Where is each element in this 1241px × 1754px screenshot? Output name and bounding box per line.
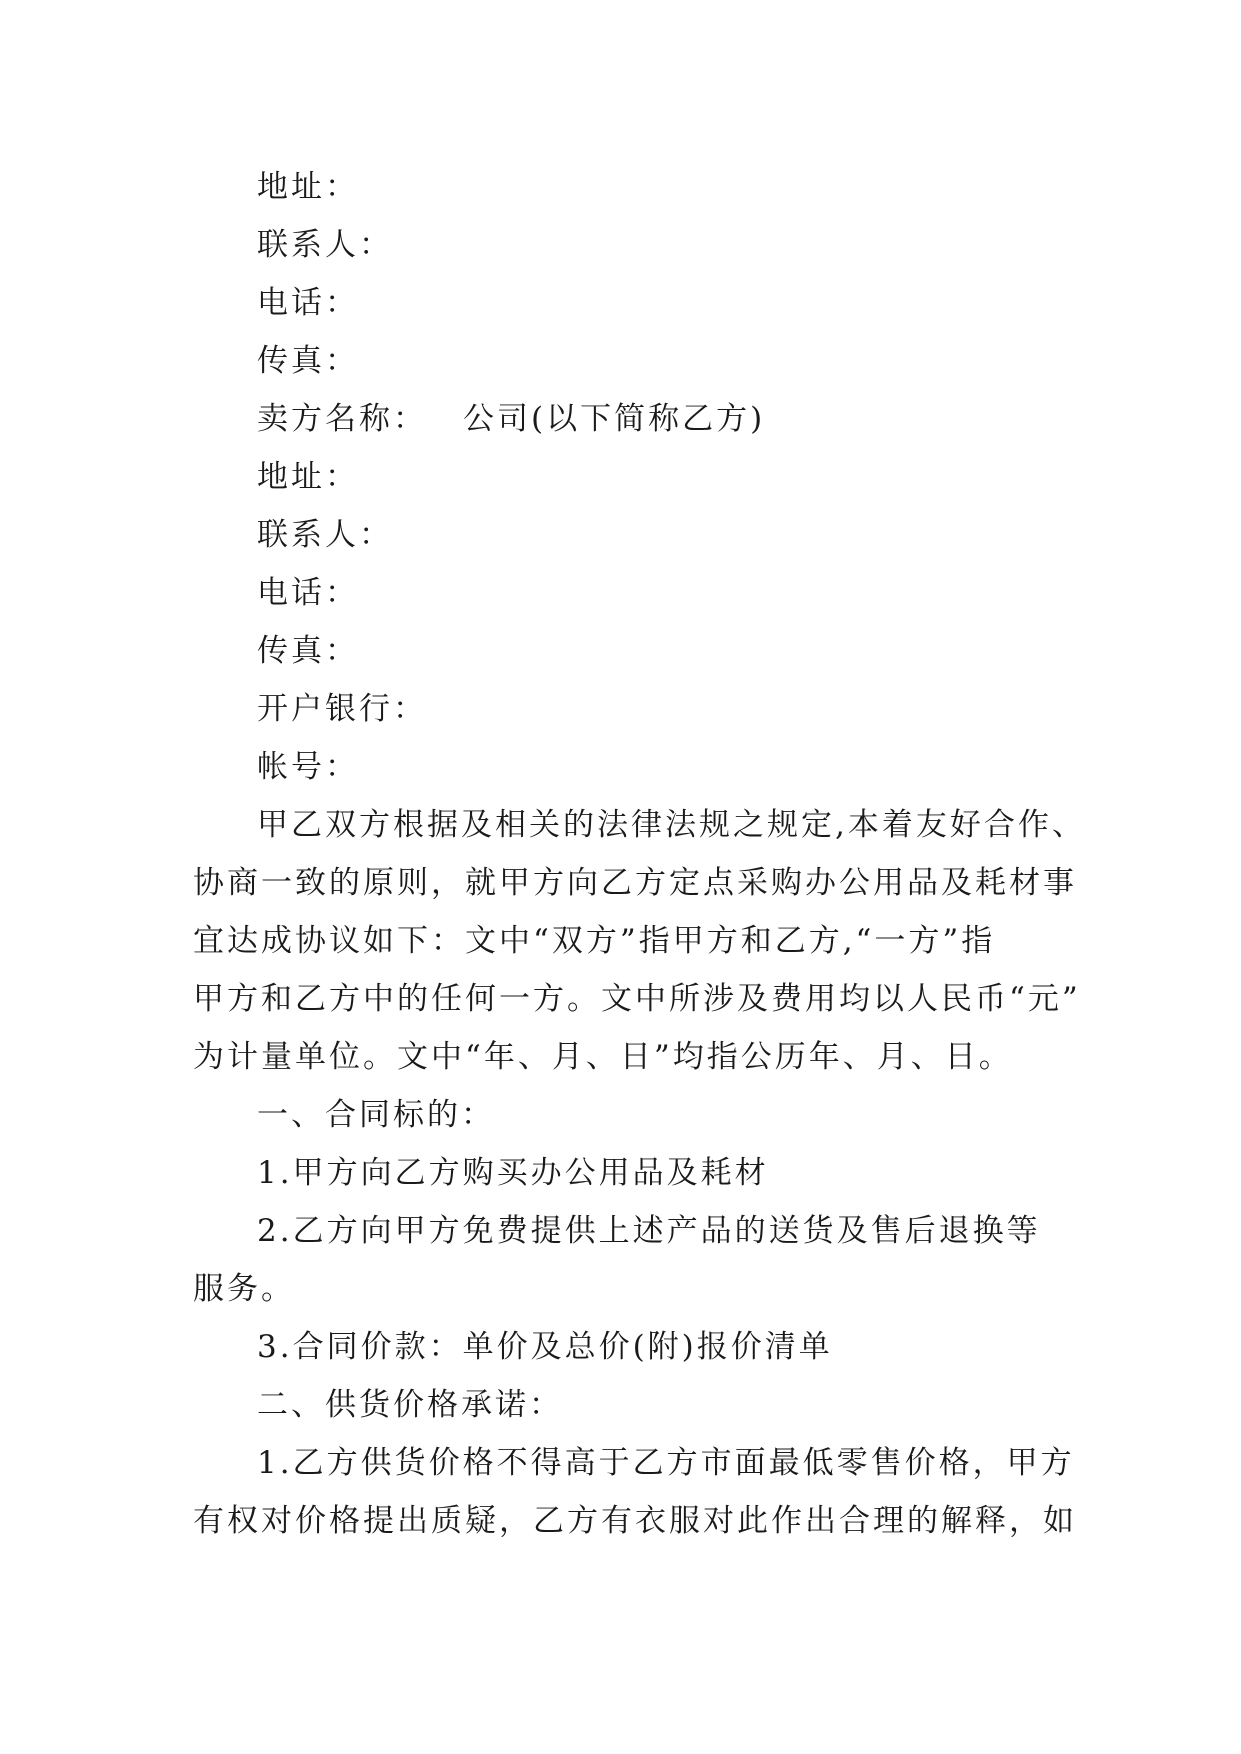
seller-account-label: 帐号： xyxy=(257,749,359,785)
intro-line-1: 甲乙双方根据及相关的法律法规之规定,本着友好合作、 xyxy=(257,807,1086,843)
buyer-address-label: 地址： xyxy=(257,169,359,205)
intro-line-2: 协商一致的原则，就甲方向乙方定点采购办公用品及耗材事 xyxy=(193,865,1077,901)
seller-bank-label: 开户银行： xyxy=(257,691,427,727)
seller-fax-label: 传真： xyxy=(257,633,359,669)
seller-contact-label: 联系人： xyxy=(257,517,393,553)
intro-line-4: 甲方和乙方中的任何一方。文中所涉及费用均以人民币“元” xyxy=(193,981,1081,1017)
buyer-fax-label: 传真： xyxy=(257,343,359,379)
seller-address-label: 地址： xyxy=(257,459,359,495)
section2-heading: 二、供货价格承诺： xyxy=(257,1387,563,1423)
section1-heading: 一、合同标的： xyxy=(257,1097,495,1133)
section1-item2-line2: 服务。 xyxy=(193,1271,295,1307)
section1-item1: 1.甲方向乙方购买办公用品及耗材 xyxy=(257,1155,769,1191)
seller-name-value: 公司(以下简称乙方) xyxy=(463,401,766,437)
intro-line-3: 宜达成协议如下：文中“双方”指甲方和乙方,“一方”指 xyxy=(193,923,996,959)
seller-name-row xyxy=(193,390,1053,448)
contract-body xyxy=(193,158,1086,1550)
section2-item1-line1: 1.乙方供货价格不得高于乙方市面最低零售价格，甲方 xyxy=(257,1445,1075,1481)
buyer-phone-label: 电话： xyxy=(257,285,359,321)
section1-item3: 3.合同价款：单价及总价(附)报价清单 xyxy=(257,1329,833,1365)
seller-name-label: 卖方名称： xyxy=(257,401,427,437)
buyer-contact-label: 联系人： xyxy=(257,227,393,263)
intro-line-5: 为计量单位。文中“年、月、日”均指公历年、月、日。 xyxy=(193,1039,1013,1075)
section2-item1-line2: 有权对价格提出质疑，乙方有衣服对此作出合理的解释，如 xyxy=(193,1503,1077,1539)
section1-item2-line1: 2.乙方向甲方免费提供上述产品的送货及售后退换等 xyxy=(257,1213,1041,1249)
seller-phone-label: 电话： xyxy=(257,575,359,611)
